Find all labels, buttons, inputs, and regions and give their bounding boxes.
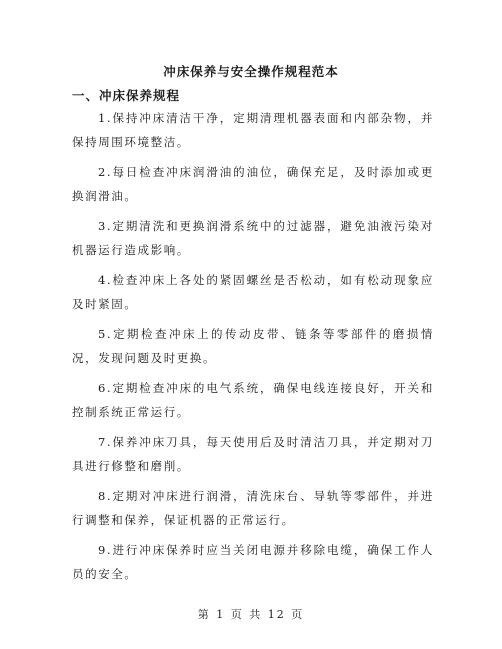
paragraph-8: 8.定期对冲床进行润滑，清洗床台、导轨等零部件，并进行调整和保养，保证机器的正常运行。	[72, 489, 434, 527]
paragraph-5: 5.定期检查冲床上的传动皮带、链条等零部件的磨损情况，发现问题及时更换。	[72, 327, 434, 365]
paragraph-6: 6.定期检查冲床的电气系统，确保电线连接良好，开关和控制系统正常运行。	[72, 381, 434, 419]
paragraph-1: 1.保持冲床清洁干净，定期清理机器表面和内部杂物，并保持周围环境整洁。	[72, 111, 434, 149]
paragraph-4: 4.检查冲床上各处的紧固螺丝是否松动，如有松动现象应及时紧固。	[72, 273, 434, 311]
paragraph-2: 2.每日检查冲床润滑油的油位，确保充足，及时添加或更换润滑油。	[72, 165, 434, 203]
section-heading: 一、冲床保养规程	[72, 88, 181, 103]
page-footer: 第 1 页 共 12 页	[197, 608, 305, 621]
document-title: 冲床保养与安全操作规程范本	[163, 64, 339, 79]
paragraph-9: 9.进行冲床保养时应当关闭电源并移除电缆，确保工作人员的安全。	[72, 543, 434, 581]
document-body	[72, 106, 434, 592]
paragraph-3: 3.定期清洗和更换润滑系统中的过滤器，避免油液污染对机器运行造成影响。	[72, 219, 434, 257]
paragraph-7: 7.保养冲床刀具，每天使用后及时清洁刀具，并定期对刀具进行修整和磨削。	[72, 435, 434, 473]
